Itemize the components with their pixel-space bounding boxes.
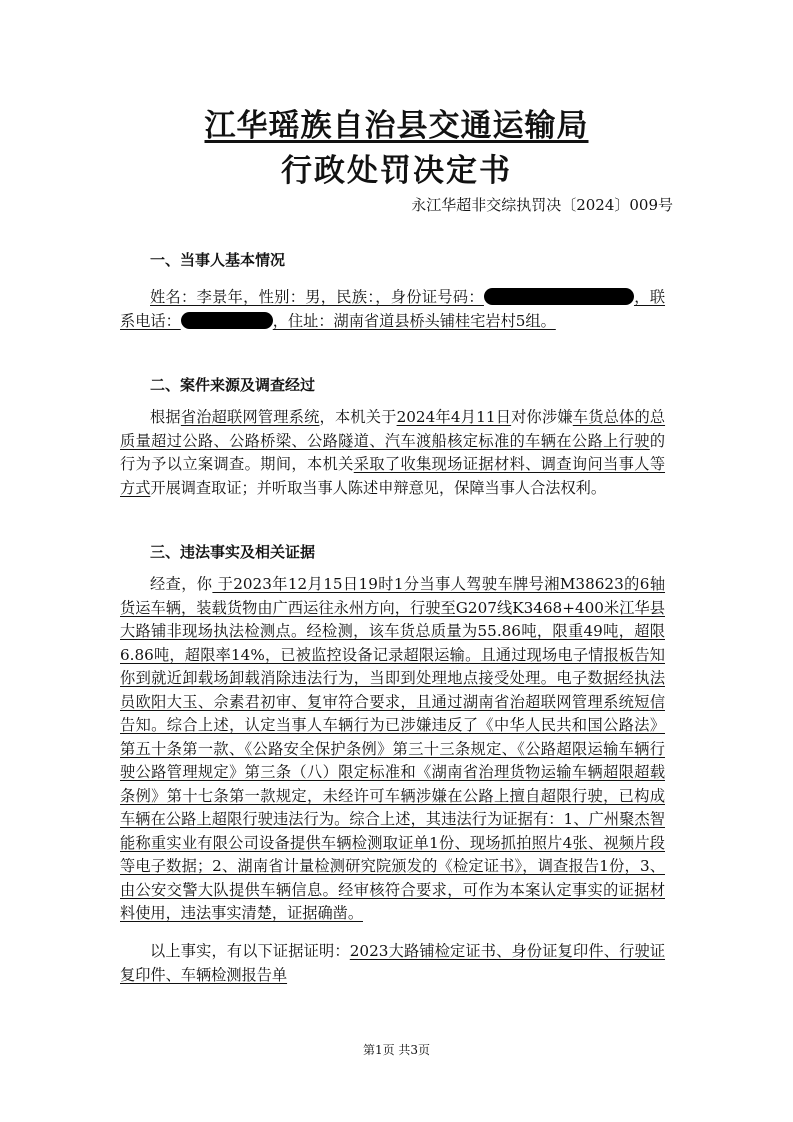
section2-text-a: 根据: [150, 408, 181, 426]
section3-text-a: 经查，你: [150, 575, 213, 593]
party-address: ，住址：湖南省道县桥头铺桂宅岩村5组。: [272, 311, 556, 330]
section2-heading: 二、案件来源及调查经过: [150, 376, 316, 394]
phone-label: ，联系电话：: [120, 288, 666, 330]
redacted-phone: [181, 312, 273, 329]
section3-body: [120, 573, 665, 926]
section2-date: 2024年4月11日: [396, 408, 512, 426]
redacted-id-number: [484, 288, 634, 305]
section3-facts: 于2023年12月15日19时1分当事人驾驶车牌号湘M38623的6轴货运车辆，装载货物由广西运往永州方向，行驶至G207线K3468+400米江华县大路铺非现场执法检测点。经检测，该车货总质量为55.86吨，限重49吨，超限6.86吨，超限率14%，已被监控设备记录超限运输。且通过现场电子情报板告知你到就近卸载场卸载消除违法行为，当即到处理地点接受处理。电子数据经执法员欧阳大玉、佘素君初审、复审符合要求，且通过湖南省治超联网管理系统短信告知。综合上述，认定当事人车辆行为已涉嫌违反了《中华人民共和国公路法》第五十条第一款、《公路安全保护条例》第三十三条规定、《公路超限运输车辆行驶公路管理规定》第三条（八）限定标准和《湖南省治理货物运输车辆超限超载条例》第十七条第一款规定，未经许可车辆涉嫌在公路上擅自超限行驶，已构成车辆在公路上超限行驶违法行为。综合上述，其违法行为证据有：1、广州聚杰智能称重实业有限公司设备提供车辆检测取证单1份、现场抓拍照片4张、视频片段等电子数据；2、湖南省计量检测研究院颁发的《检定证书》，调查报告1份，3、由公安交警大队提供车辆信息。经审核符合要求，可作为本案认定事实的证据材料使用，违法事实清楚，证据确凿。: [120, 575, 666, 922]
section2-body: [120, 406, 665, 500]
section2-text-g: 的行为予以立案调查。期间，本机关: [120, 431, 665, 473]
section3-heading: 三、违法事实及相关证据: [150, 543, 316, 561]
section2-methods: 采取了收集现场证据材料、调查询问当事人等方式: [120, 455, 666, 497]
document-number: 永江华超非交综执罚决〔2024〕009号: [411, 196, 673, 214]
evidence-list: 2023大路铺检定证书、身份证复印件、行驶证复印件、车辆检测报告单: [120, 942, 666, 984]
document-title-type: 行政处罚决定书: [281, 153, 512, 189]
section2-text-i: 开展调查取证；并听取当事人陈述申辩意见，保障当事人合法权利。: [150, 478, 606, 497]
section1-heading: 一、当事人基本情况: [150, 251, 286, 269]
evidence-paragraph: [120, 940, 665, 987]
section2-text-e: 对你涉嫌: [511, 408, 573, 426]
document-title-agency: 江华瑶族自治县交通运输局: [204, 108, 589, 144]
section1-party-info: [120, 286, 665, 333]
section2-text-c: ，本机关于: [319, 408, 397, 426]
section2-violation: 车货总体的总质量超过公路、公路桥梁、公路隧道、汽车渡船核定标准的车辆在公路上行驶: [120, 408, 666, 450]
party-name-line: 姓名：李景年，性别：男，民族：，身份证号码：: [150, 288, 484, 306]
section2-source: 省治超联网管理系统: [180, 408, 320, 426]
page-footer: 第1页 共3页: [362, 1043, 431, 1057]
evidence-intro: 以上事实，有以下证据证明：: [150, 942, 350, 960]
